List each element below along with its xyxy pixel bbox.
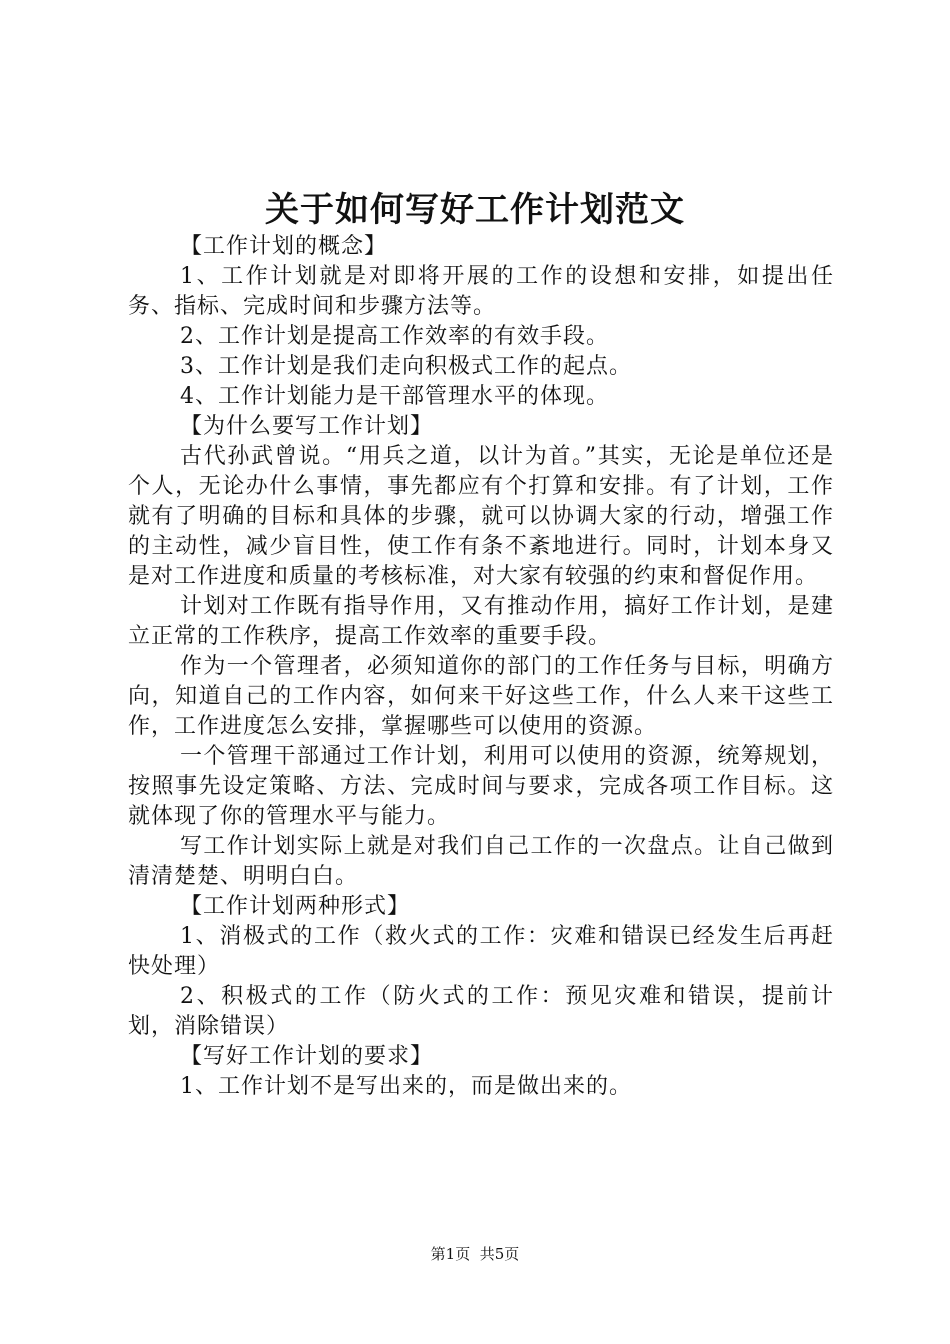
page-footer: [0, 1243, 950, 1265]
page-total: 共5页: [479, 1245, 520, 1263]
paragraph: 2、工作计划是提高工作效率的有效手段。: [180, 324, 609, 349]
paragraph: 3、工作计划是我们走向积极式工作的起点。: [180, 354, 632, 379]
section-heading: 【写好工作计划的要求】: [180, 1044, 434, 1069]
paragraph: 作为一个管理者，必须知道你的部门的工作任务与目标，明确方向，知道自己的工作内容，如何来干好这些工作，什么人来干这些工作，工作进度怎么安排，掌握哪些可以使用的资源。: [128, 654, 834, 739]
paragraph: 4、工作计划能力是干部管理水平的体现。: [180, 384, 609, 409]
paragraph: 计划对工作既有指导作用，又有推动作用，搞好工作计划，是建立正常的工作秩序，提高工作效率的重要手段。: [128, 594, 834, 649]
paragraph: 1、工作计划就是对即将开展的工作的设想和安排，如提出任务、指标、完成时间和步骤方法等。: [128, 264, 834, 319]
section-heading: 【工作计划两种形式】: [180, 894, 411, 919]
paragraph: 1、消极式的工作（救火式的工作：灾难和错误已经发生后再赶快处理）: [128, 924, 834, 979]
paragraph: 2、积极式的工作（防火式的工作：预见灾难和错误，提前计划，消除错误）: [128, 984, 834, 1039]
document-title: 关于如何写好工作计划范文: [265, 190, 685, 230]
paragraph: 一个管理干部通过工作计划，利用可以使用的资源，统筹规划，按照事先设定策略、方法、完成时间与要求，完成各项工作目标。这就体现了你的管理水平与能力。: [128, 744, 834, 829]
document-body: [128, 232, 834, 1102]
paragraph: 1、工作计划不是写出来的，而是做出来的。: [180, 1074, 632, 1099]
paragraph: 写工作计划实际上就是对我们自己工作的一次盘点。让自己做到清清楚楚、明明白白。: [128, 834, 834, 889]
section-heading: 【工作计划的概念】: [180, 234, 388, 259]
page-number: 第1页: [430, 1245, 471, 1263]
paragraph: 古代孙武曾说。“用兵之道，以计为首。”其实，无论是单位还是个人，无论办什么事情，事先都应有个打算和安排。有了计划，工作就有了明确的目标和具体的步骤，就可以协调大家的行动，增强工作的主动性，减少盲目性，使工作有条不紊地进行。同时，计划本身又是对工作进度和质量的考核标准，对大家有较强的约束和督促作用。: [128, 444, 834, 589]
section-heading: 【为什么要写工作计划】: [180, 414, 434, 439]
